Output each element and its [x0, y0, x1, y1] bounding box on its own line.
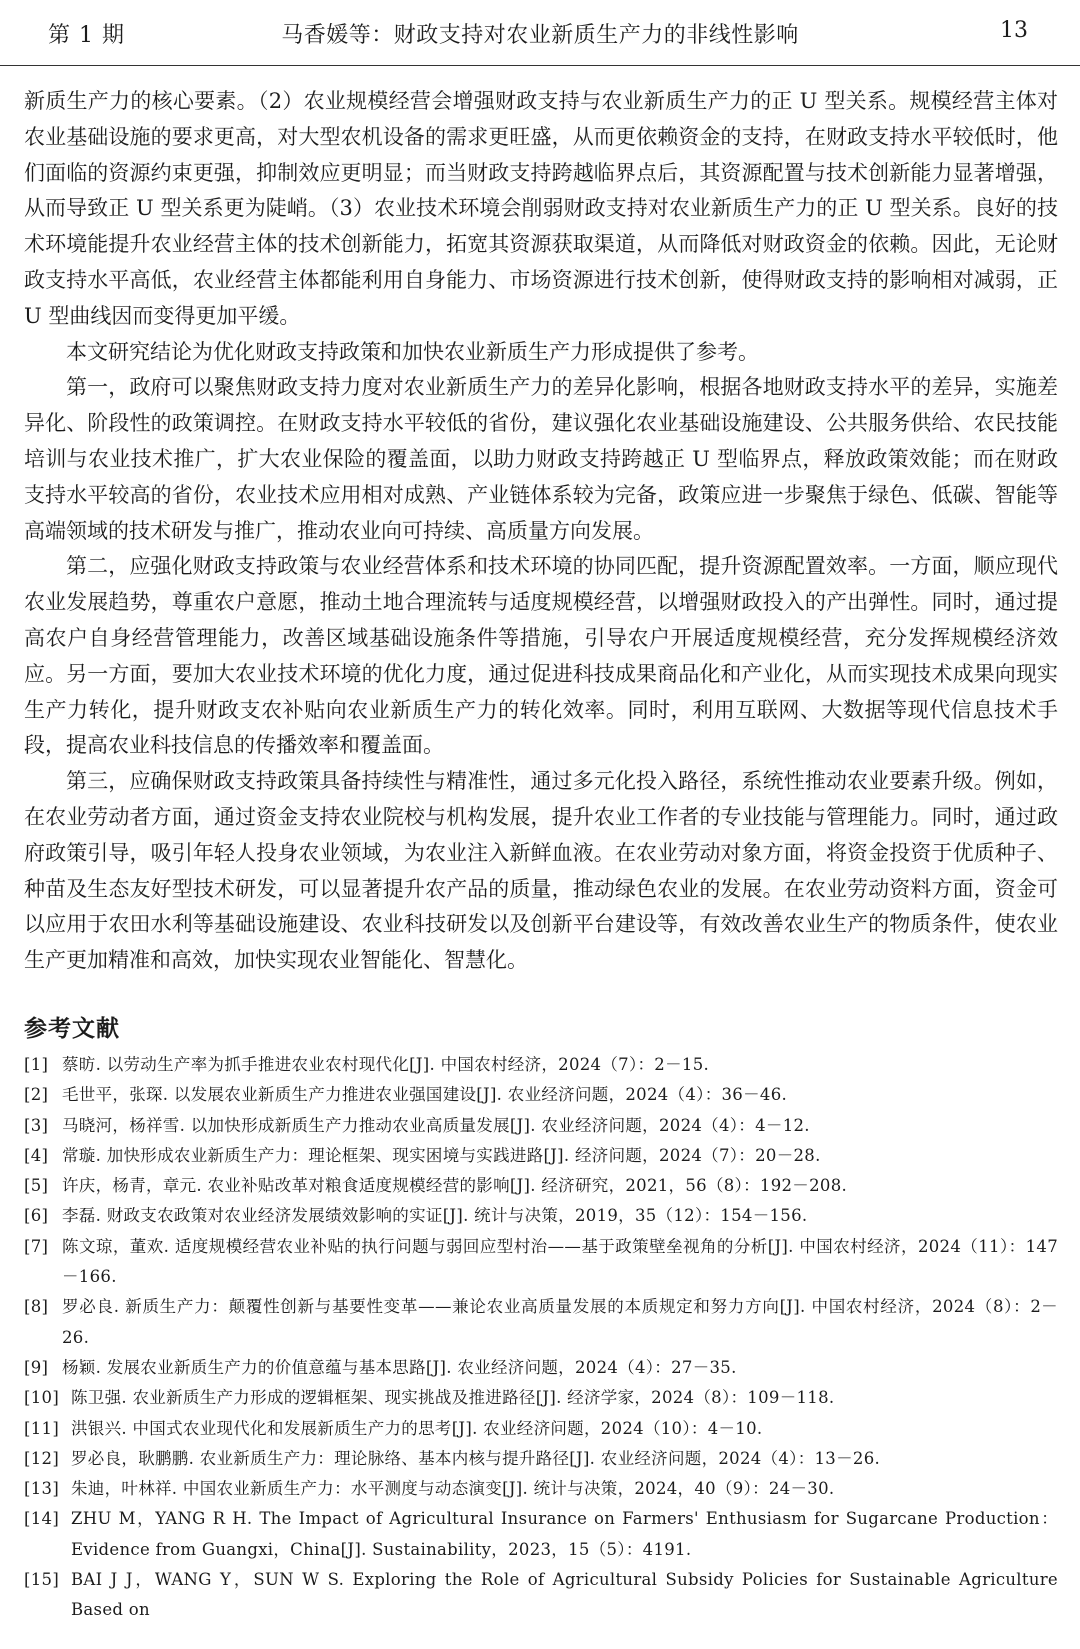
reference-text: 陈卫强. 农业新质生产力形成的逻辑框架、现实挑战及推进路径[J]. 经济学家，2024（8）：109－118. [71, 1388, 835, 1408]
reference-item [24, 1111, 1058, 1141]
reference-number: [11] [24, 1418, 60, 1438]
reference-item [24, 1080, 1058, 1110]
reference-number: [2] [24, 1085, 49, 1105]
reference-number: [12] [24, 1448, 60, 1468]
page-number: 13 [1000, 18, 1028, 43]
reference-item [24, 1141, 1058, 1171]
reference-text: 马晓河，杨祥雪. 以加快形成新质生产力推动农业高质量发展[J]. 农业经济问题，2024（4）：4－12. [62, 1115, 810, 1135]
reference-number: [14] [24, 1509, 60, 1529]
paragraph: 第二，应强化财政支持政策与农业经营体系和技术环境的协同匹配，提升资源配置效率。一方面，顺应现代农业发展趋势，尊重农户意愿，推动土地合理流转与适度规模经营，以增强财政投入的产出弹性。同时，通过提高农户自身经营管理能力，改善区域基础设施条件等措施，引导农户开展适度规模经营，充分发挥规模经济效应。另一方面，要加大农业技术环境的优化力度，通过促进科技成果商品化和产业化，从而实现技术成果向现实生产力转化，提升财政支农补贴向农业新质生产力的转化效率。同时，利用互联网、大数据等现代信息技术手段，提高农业科技信息的传播效率和覆盖面。 [24, 554, 1058, 758]
reference-text: 蔡昉. 以劳动生产率为抓手推进农业农村现代化[J]. 中国农村经济，2024（7）：2－15. [62, 1055, 710, 1074]
body-text [24, 84, 1058, 979]
reference-item [24, 1232, 1058, 1293]
reference-item [24, 1474, 1058, 1504]
reference-text: 陈文琼，董欢. 适度规模经营农业补贴的执行问题与弱回应型村治——基于政策壁垒视角的分析[J]. 中国农村经济，2024（11）：147－166. [62, 1236, 1058, 1287]
reference-item [24, 1565, 1058, 1626]
reference-number: [3] [24, 1115, 49, 1135]
reference-item [24, 1292, 1058, 1353]
reference-item [24, 1444, 1058, 1474]
reference-item [24, 1353, 1058, 1383]
reference-item [24, 1383, 1058, 1413]
reference-item [24, 1504, 1058, 1565]
running-header [0, 0, 1080, 66]
reference-number: [6] [24, 1206, 49, 1226]
issue-number: 第 1 期 [48, 23, 125, 48]
paragraph: 第一，政府可以聚焦财政支持力度对农业新质生产力的差异化影响，根据各地财政支持水平的差异，实施差异化、阶段性的政策调控。在财政支持水平较低的省份，建议强化农业基础设施建设、公共服务供给、农民技能培训与农业技术推广，扩大农业保险的覆盖面，以助力财政支持跨越正 U 型临界点，释放政策效能；而在财政支持水平较高的省份，农业技术应用相对成熟、产业链体系较为完备，政策应进一步聚焦于绿色、低碳、智能等高端领域的技术研发与推广，推动农业向可持续、高质量方向发展。 [24, 375, 1058, 543]
reference-number: [5] [24, 1176, 49, 1196]
reference-text: BAI J J，WANG Y，SUN W S. Exploring the Role of Agricultural Subsidy Policies for Sustainable Agriculture Based on [71, 1570, 1058, 1620]
reference-number: [8] [24, 1297, 49, 1317]
reference-item [24, 1050, 1058, 1080]
reference-number: [10] [24, 1388, 60, 1408]
reference-text: 朱迪，叶林祥. 中国农业新质生产力：水平测度与动态演变[J]. 统计与决策，2024，40（9）：24－30. [71, 1479, 835, 1499]
reference-item [24, 1201, 1058, 1231]
reference-text: 许庆，杨青，章元. 农业补贴改革对粮食适度规模经营的影响[J]. 经济研究，2021，56（8）：192－208. [62, 1176, 848, 1196]
reference-number: [13] [24, 1479, 60, 1499]
reference-number: [15] [24, 1570, 60, 1590]
reference-list [24, 1050, 1058, 1626]
running-title: 马香媛等：财政支持对农业新质生产力的非线性影响 [281, 23, 799, 48]
paragraph: 第三，应确保财政支持政策具备持续性与精准性，通过多元化投入路径，系统性推动农业要素升级。例如，在农业劳动者方面，通过资金支持农业院校与机构发展，提升农业工作者的专业技能与管理能力。同时，通过政府政策引导，吸引年轻人投身农业领域，为农业注入新鲜血液。在农业劳动对象方面，将资金投资于优质种子、种苗及生态友好型技术研发，可以显著提升农产品的质量，推动绿色农业的发展。在农业劳动资料方面，资金可以应用于农田水利等基础设施建设、农业科技研发以及创新平台建设等，有效改善农业生产的物质条件，使农业生产更加精准和高效，加快实现农业智能化、智慧化。 [24, 769, 1058, 973]
reference-item [24, 1171, 1058, 1201]
reference-text: 杨颖. 发展农业新质生产力的价值意蕴与基本思路[J]. 农业经济问题，2024（4）：27－35. [62, 1357, 737, 1377]
paragraph: 本文研究结论为优化财政支持政策和加快农业新质生产力形成提供了参考。 [66, 339, 759, 364]
reference-text: 洪银兴. 中国式农业现代化和发展新质生产力的思考[J]. 农业经济问题，2024（10）：4－10. [71, 1418, 763, 1438]
reference-number: [9] [24, 1357, 49, 1377]
reference-text: 罗必良. 新质生产力：颠覆性创新与基要性变革——兼论农业高质量发展的本质规定和努力方向[J]. 中国农村经济，2024（8）：2－26. [62, 1297, 1058, 1347]
reference-text: 李磊. 财政支农政策对农业经济发展绩效影响的实证[J]. 统计与决策，2019，35（12）：154－156. [62, 1206, 808, 1226]
reference-text: 毛世平，张琛. 以发展农业新质生产力推进农业强国建设[J]. 农业经济问题，2024（4）：36－46. [62, 1085, 788, 1105]
paragraph: 新质生产力的核心要素。（2）农业规模经营会增强财政支持与农业新质生产力的正 U 型关系。规模经营主体对农业基础设施的要求更高，对大型农机设备的需求更旺盛，从而更依赖资金的支持，在财政支持水平较低时，他们面临的资源约束更强，抑制效应更明显；而当财政支持跨越临界点后，其资源配置与技术创新能力显著增强，从而导致正 U 型关系更为陡峭。（3）农业技术环境会削弱财政支持对农业新质生产力的正 U 型关系。良好的技术环境能提升农业经营主体的技术创新能力，拓宽其资源获取渠道，从而降低对财政资金的依赖。因此，无论财政支持水平高低，农业经营主体都能利用自身能力、市场资源进行技术创新，使得财政支持的影响相对减弱，正 U 型曲线因而变得更加平缓。 [24, 89, 1058, 328]
reference-text: 常璇. 加快形成农业新质生产力：理论框架、现实困境与实践进路[J]. 经济问题，2024（7）：20－28. [62, 1145, 821, 1165]
reference-item [24, 1414, 1058, 1444]
references-heading: 参考文献 [24, 1016, 120, 1042]
reference-text: ZHU M，YANG R H. The Impact of Agricultural Insurance on Farmers' Enthusiasm for Sugarcane Production：Evidence from Guangxi，China[J]. Sustainability，2023，15（5）：4191. [71, 1509, 1058, 1559]
reference-text: 罗必良，耿鹏鹏. 农业新质生产力：理论脉络、基本内核与提升路径[J]. 农业经济问题，2024（4）：13－26. [71, 1448, 881, 1468]
reference-number: [4] [24, 1145, 49, 1165]
reference-number: [7] [24, 1236, 49, 1256]
reference-number: [1] [24, 1055, 49, 1074]
